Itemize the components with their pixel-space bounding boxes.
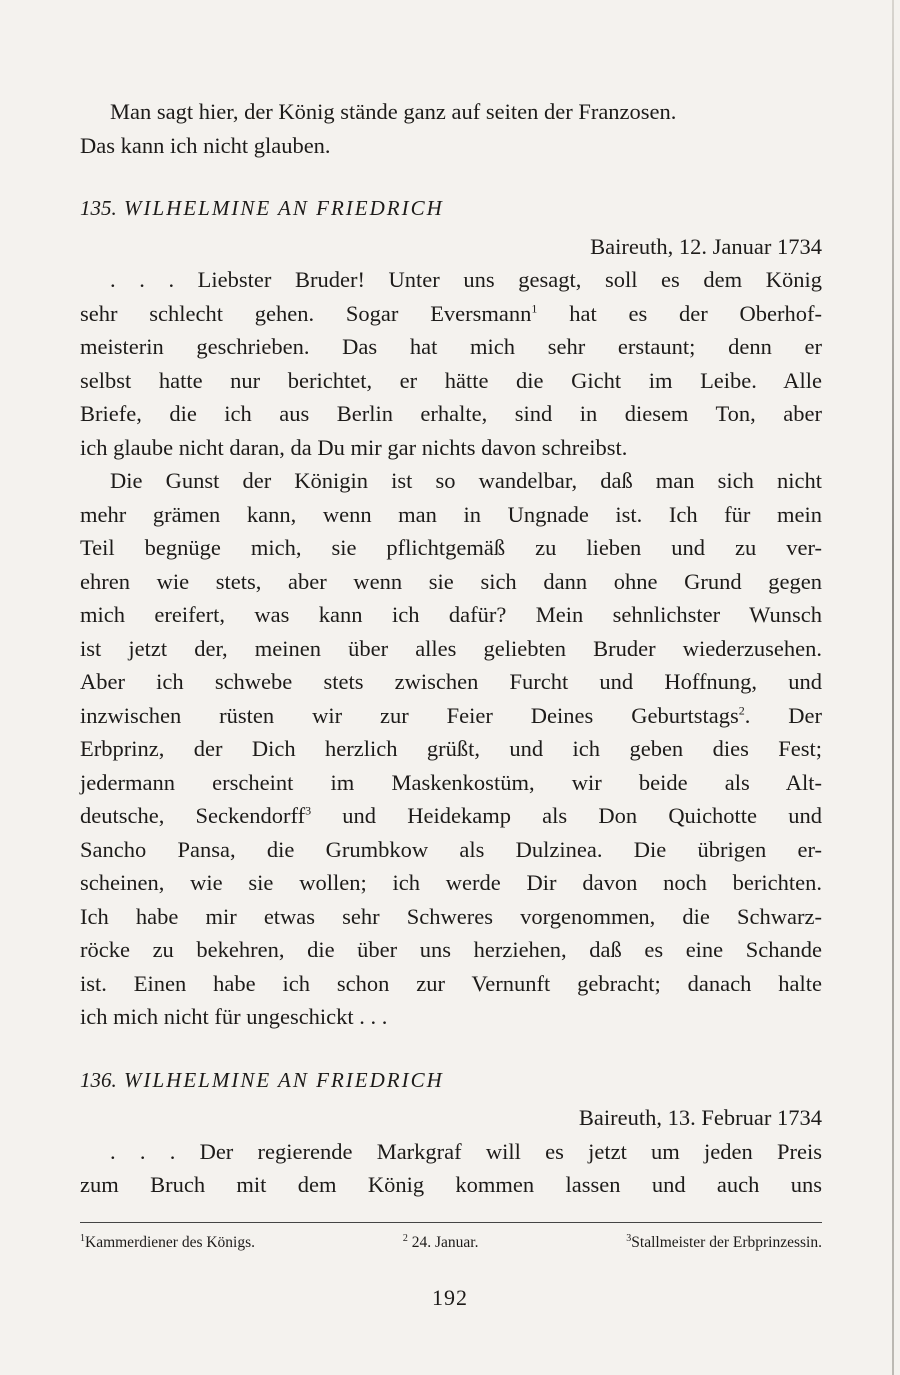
text-line: scheinen, wie sie wollen; ich werde Dir davon noch berichten. [80, 870, 822, 895]
intro-line-2: Das kann ich nicht glauben. [80, 132, 331, 158]
text-line: Ich habe mir etwas sehr Schweres vorgenommen, die Schwarz- [80, 903, 822, 929]
footnote-ref-3: 3 [305, 803, 312, 818]
footnote-3: $^3$Stallmeister der Erbprinzessin. [626, 1232, 822, 1251]
letter-135-number: 135. [80, 196, 117, 220]
text-line: zum Bruch mit dem König kommen lassen und auch uns [80, 1172, 822, 1197]
text-line: ich glaube nicht daran, da Du mir gar nichts davon schreibst. [80, 434, 628, 460]
footnote-1: $^1$Kammerdiener des Königs. [80, 1232, 256, 1251]
text-line: ist jetzt der, meinen über alles geliebten Bruder wiederzusehen. [80, 635, 822, 661]
text-line: . . . Der regierende Markgraf will es jetzt um jeden Preis [110, 1138, 822, 1164]
text-line: meisterin geschrieben. Das hat mich sehr erstaunt; denn er [80, 334, 822, 359]
text-line: inzwischen rüsten wir zur Feier Deines Geburtstags$^2$. Der [80, 702, 822, 728]
page-body [80, 95, 822, 1202]
text-line: mich ereifert, was kann ich dafür? Mein sehnlichster Wunsch [80, 602, 822, 627]
letter-135-paragraph-1 [80, 263, 822, 464]
text-line: ich mich nicht für ungeschickt . . . [80, 1004, 388, 1029]
text-line: ehren wie stets, aber wenn sie sich dann ohne Grund gegen [80, 568, 822, 594]
footnotes [80, 1234, 822, 1252]
footnote-ref-1: 1 [531, 301, 538, 315]
letter-136-heading [80, 1064, 822, 1098]
letter-136-title: WILHELMINE AN FRIEDRICH [124, 1067, 444, 1092]
footnote-divider [80, 1222, 822, 1223]
text-line: Sancho Pansa, die Grumbkow als Dulzinea. Die übrigen er- [80, 836, 822, 862]
footnote-ref-2: 2 [738, 703, 745, 717]
text-line: ist. Einen habe ich schon zur Vernunft gebracht; danach halte [80, 970, 822, 996]
text-line: jedermann erscheint im Maskenkostüm, wir beide als Alt- [80, 769, 822, 795]
letter-136-paragraph-1 [80, 1135, 822, 1202]
footnote-2: $^2$ 24. Januar. [402, 1232, 479, 1251]
text-line: sehr schlecht gehen. Sogar Eversmann$^1$ hat es der Oberhof- [80, 300, 823, 326]
text-line: deutsche, Seckendorff$^3$ und Heidekamp als Don Quichotte und [80, 803, 822, 828]
page-number: 192 [432, 1285, 468, 1310]
text-line: Teil begnüge mich, sie pflichtgemäß zu lieben und zu ver- [80, 535, 822, 560]
text-line: mehr grämen kann, wenn man in Ungnade ist. Ich für mein [80, 501, 822, 527]
page-edge-shadow [892, 0, 894, 1375]
text-line: röcke zu bekehren, die über uns herziehen, daß es eine Schande [80, 937, 822, 962]
letter-135-place-date: Baireuth, 12. Januar 1734 [590, 233, 822, 259]
text-line: selbst hatte nur berichtet, er hätte die Gicht im Leibe. Alle [80, 367, 822, 393]
letter-135-heading [80, 192, 822, 226]
text-line: Briefe, die ich aus Berlin erhalte, sind in diesem Ton, aber [80, 401, 822, 426]
letter-136-number: 136. [80, 1067, 117, 1092]
letter-135-title: WILHELMINE AN FRIEDRICH [124, 196, 444, 220]
text-line: Erbprinz, der Dich herzlich grüßt, und ich geben dies Fest; [80, 736, 822, 761]
letter-136-place-date: Baireuth, 13. Februar 1734 [578, 1105, 822, 1130]
text-line: Aber ich schwebe stets zwischen Furcht und Hoffnung, und [80, 669, 822, 694]
text-line: Die Gunst der Königin ist so wandelbar, daß man sich nicht [110, 468, 822, 493]
letter-135-paragraph-2 [80, 464, 822, 1034]
intro-line-1: Man sagt hier, der König stände ganz auf seiten der Franzosen. [110, 99, 677, 124]
text-line: . . . Liebster Bruder! Unter uns gesagt, soll es dem König [110, 267, 822, 292]
